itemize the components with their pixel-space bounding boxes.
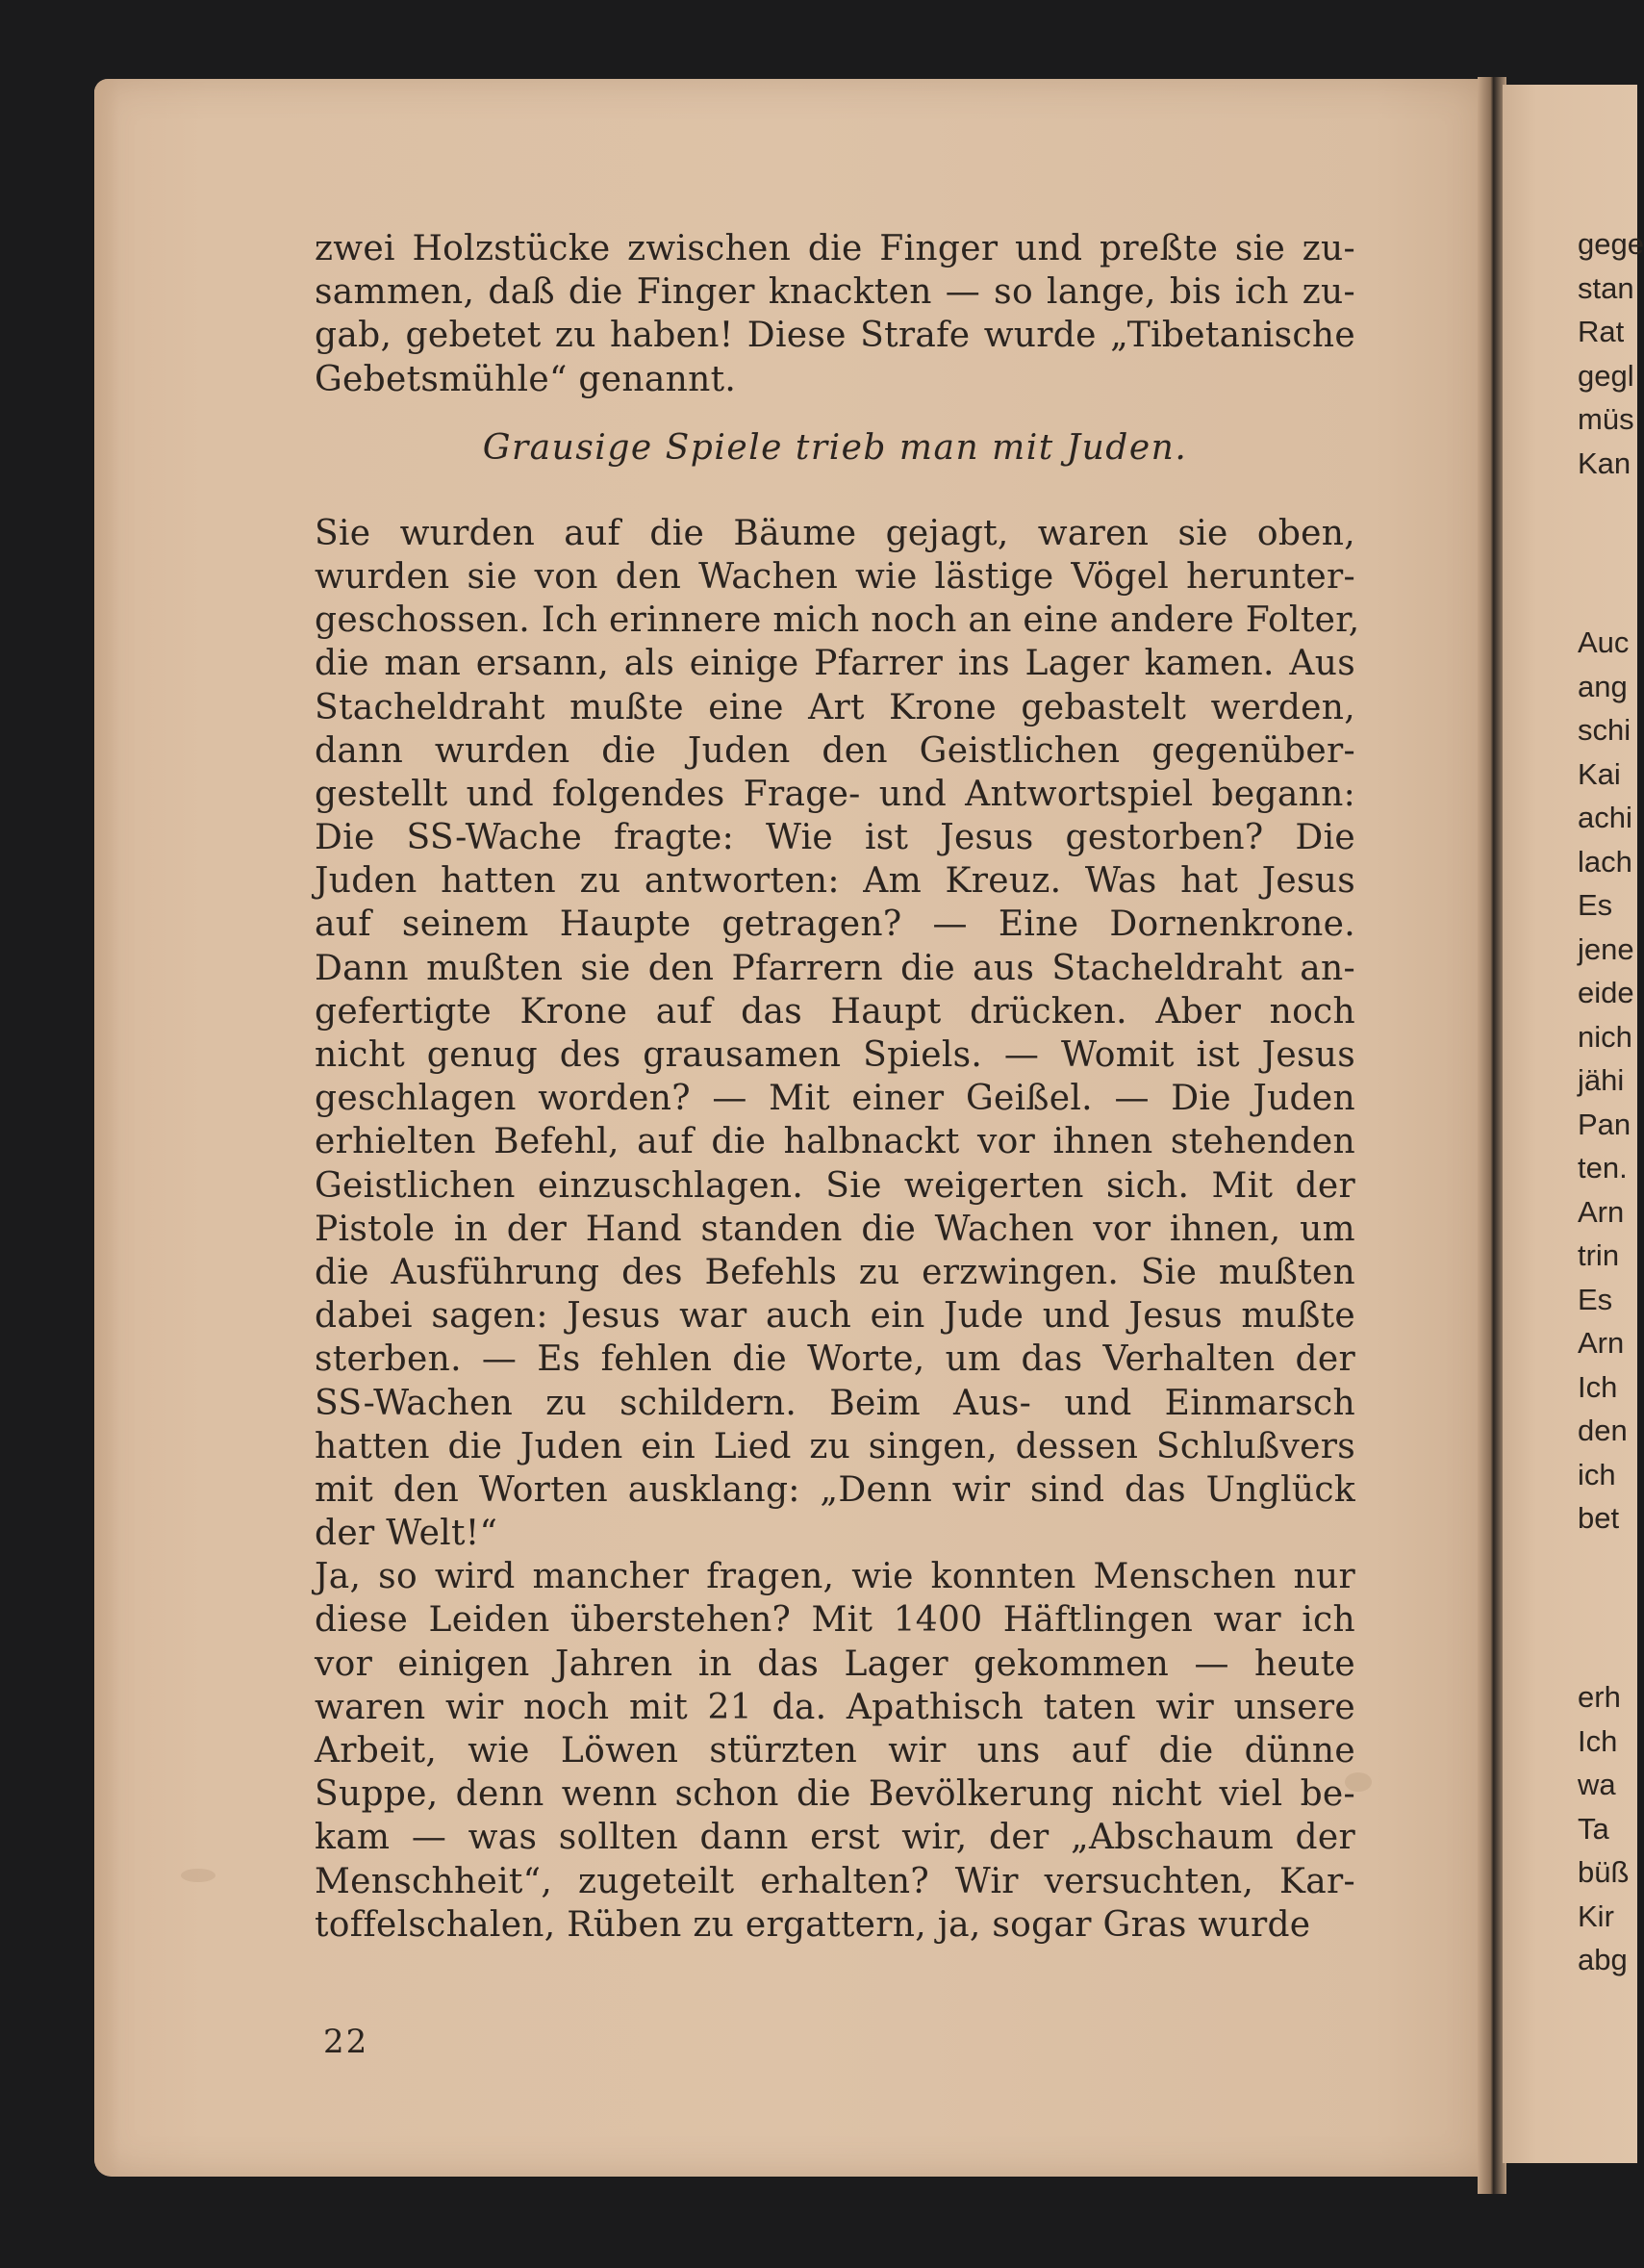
text-line: gefertigte Krone auf das Haupt drücken. Aber noch [315, 991, 1355, 1032]
text-line: Ja, so wird mancher fragen, wie konnten Menschen nur [315, 1557, 1355, 1597]
text-line: nicht genug des grausamen Spiels. — Womit ist Jesus [315, 1035, 1355, 1075]
next-page-fragment: büß [1578, 1855, 1630, 1889]
paragraph-2 [315, 512, 1360, 1556]
text-line: sammen, daß die Finger knackten — so lange, bis ich zu- [315, 272, 1355, 313]
text-line: die man ersann, als einige Pfarrer ins Lager kamen. Aus [315, 644, 1355, 684]
next-page-fragment: erh [1578, 1680, 1621, 1714]
text-line: wurden sie von den Wachen wie lästige Vögel herunter- [315, 556, 1355, 597]
text-line: die Ausführung des Befehls zu erzwingen. Sie mußten [315, 1252, 1355, 1292]
next-page-fragment: Rat [1578, 315, 1625, 348]
next-page-fragment: Arn [1578, 1194, 1625, 1229]
text-line: Sie wurden auf die Bäume gejagt, waren sie oben, [315, 513, 1355, 553]
next-page-fragment: Kan [1578, 446, 1631, 480]
text-line: Juden hatten zu antworten: Am Kreuz. Was hat Jesus [315, 861, 1355, 902]
next-page-fragment: eide [1578, 976, 1634, 1009]
next-page-fragment: Ta [1578, 1811, 1609, 1846]
text-line: geschlagen worden? — Mit einer Geißel. — Die Juden [315, 1079, 1355, 1119]
next-page-fragment: Es [1578, 1282, 1613, 1316]
next-page-fragment: gege [1578, 227, 1644, 261]
text-line: gab, gebetet zu haben! Diese Strafe wurde „Tibetanische [315, 316, 1355, 356]
next-page-fragment: müs [1578, 402, 1634, 436]
text-line: auf seinem Haupte getragen? — Eine Dornenkrone. [315, 905, 1355, 945]
text-line: erhielten Befehl, auf die halbnackt vor ihnen stehenden [315, 1122, 1355, 1162]
next-page-fragment: ich [1578, 1457, 1616, 1491]
next-page-fragment: jene [1578, 931, 1634, 966]
text-line: Stacheldraht mußte eine Art Krone gebastelt werden, [315, 687, 1355, 727]
text-line: Dann mußten sie den Pfarrern die aus Stacheldraht an- [315, 948, 1355, 988]
next-page-fragment: gegl [1578, 358, 1634, 393]
next-page-fragment: trin [1578, 1238, 1620, 1272]
next-page-fragment: ten. [1578, 1151, 1628, 1185]
next-page-fragment: Arn [1578, 1326, 1625, 1360]
next-page-fragment: Auc [1578, 625, 1630, 659]
text-line: vor einigen Jahren in das Lager gekommen — heute [315, 1644, 1355, 1684]
text-line: toffelschalen, Rüben zu ergattern, ja, sogar Gras wurde [315, 1904, 1311, 1945]
text-line: kam — was sollten dann erst wir, der „Abschaum der [315, 1818, 1355, 1858]
text-line: gestellt und folgendes Frage- und Antwortspiel begann: [315, 774, 1355, 814]
text-line: dann wurden die Juden den Geistlichen gegenüber- [315, 730, 1355, 771]
text-line: Menschheit“, zugeteilt erhalten? Wir versuchten, Kar- [315, 1861, 1355, 1901]
next-page-fragment: Pan [1578, 1107, 1631, 1141]
text-line: sterben. — Es fehlen die Worte, um das Verhalten der [315, 1339, 1355, 1380]
text-line: SS-Wachen zu schildern. Beim Aus- und Einmarsch [315, 1383, 1355, 1423]
text-line: geschossen. Ich erinnere mich noch an eine andere Folter, [315, 600, 1360, 641]
page-number: 22 [323, 2023, 369, 2061]
next-page-fragment: jähi [1578, 1063, 1625, 1097]
text-line: Gebetsmühle“ genannt. [315, 359, 737, 399]
next-page-fragment: wa [1578, 1768, 1616, 1801]
next-page-fragment: Kir [1578, 1898, 1614, 1933]
section-heading: Grausige Spiele trieb man mit Juden. [482, 427, 1188, 468]
text-line: waren wir noch mit 21 da. Apathisch taten wir unsere [315, 1687, 1355, 1727]
next-page-fragment: den [1578, 1414, 1628, 1447]
paragraph-1 [315, 227, 1355, 401]
next-page-fragment: Kai [1578, 756, 1621, 791]
next-page-fragment: bet [1578, 1501, 1620, 1535]
page-body-text [315, 227, 1360, 1947]
next-page-fragment: abg [1578, 1943, 1628, 1976]
next-page-fragment: Ich [1578, 1723, 1618, 1758]
text-line: Suppe, denn wenn schon die Bevölkerung nicht viel be- [315, 1774, 1355, 1815]
text-line: Arbeit, wie Löwen stürzten wir uns auf die dünne [315, 1731, 1355, 1771]
next-page-fragment: nich [1578, 1019, 1632, 1054]
text-line: Geistlichen einzuschlagen. Sie weigerten sich. Mit der [315, 1165, 1355, 1206]
text-line: diese Leiden überstehen? Mit 1400 Häftlingen war ich [315, 1600, 1355, 1641]
next-page-fragment: Ich [1578, 1369, 1618, 1404]
text-line: zwei Holzstücke zwischen die Finger und preßte sie zu- [315, 229, 1355, 268]
paper-smudge [181, 1869, 215, 1882]
text-line: der Welt!“ [315, 1514, 498, 1554]
text-line: Die SS-Wache fragte: Wie ist Jesus gestorben? Die [315, 818, 1355, 858]
next-page-fragment: Es [1578, 888, 1613, 922]
next-page-fragment: achi [1578, 801, 1632, 834]
text-line: mit den Worten ausklang: „Denn wir sind das Unglück [315, 1469, 1355, 1510]
next-page-fragment: ang [1578, 669, 1628, 703]
text-line: hatten die Juden ein Lied zu singen, dessen Schlußvers [315, 1426, 1355, 1466]
next-page-fragment: schi [1578, 713, 1631, 747]
paragraph-3 [315, 1555, 1355, 1947]
next-page-fragment: stan [1578, 270, 1634, 305]
text-line: Pistole in der Hand standen die Wachen vor ihnen, um [315, 1209, 1355, 1249]
next-page-fragment: lach [1578, 844, 1632, 879]
text-line: dabei sagen: Jesus war auch ein Jude und Jesus mußte [315, 1296, 1355, 1337]
